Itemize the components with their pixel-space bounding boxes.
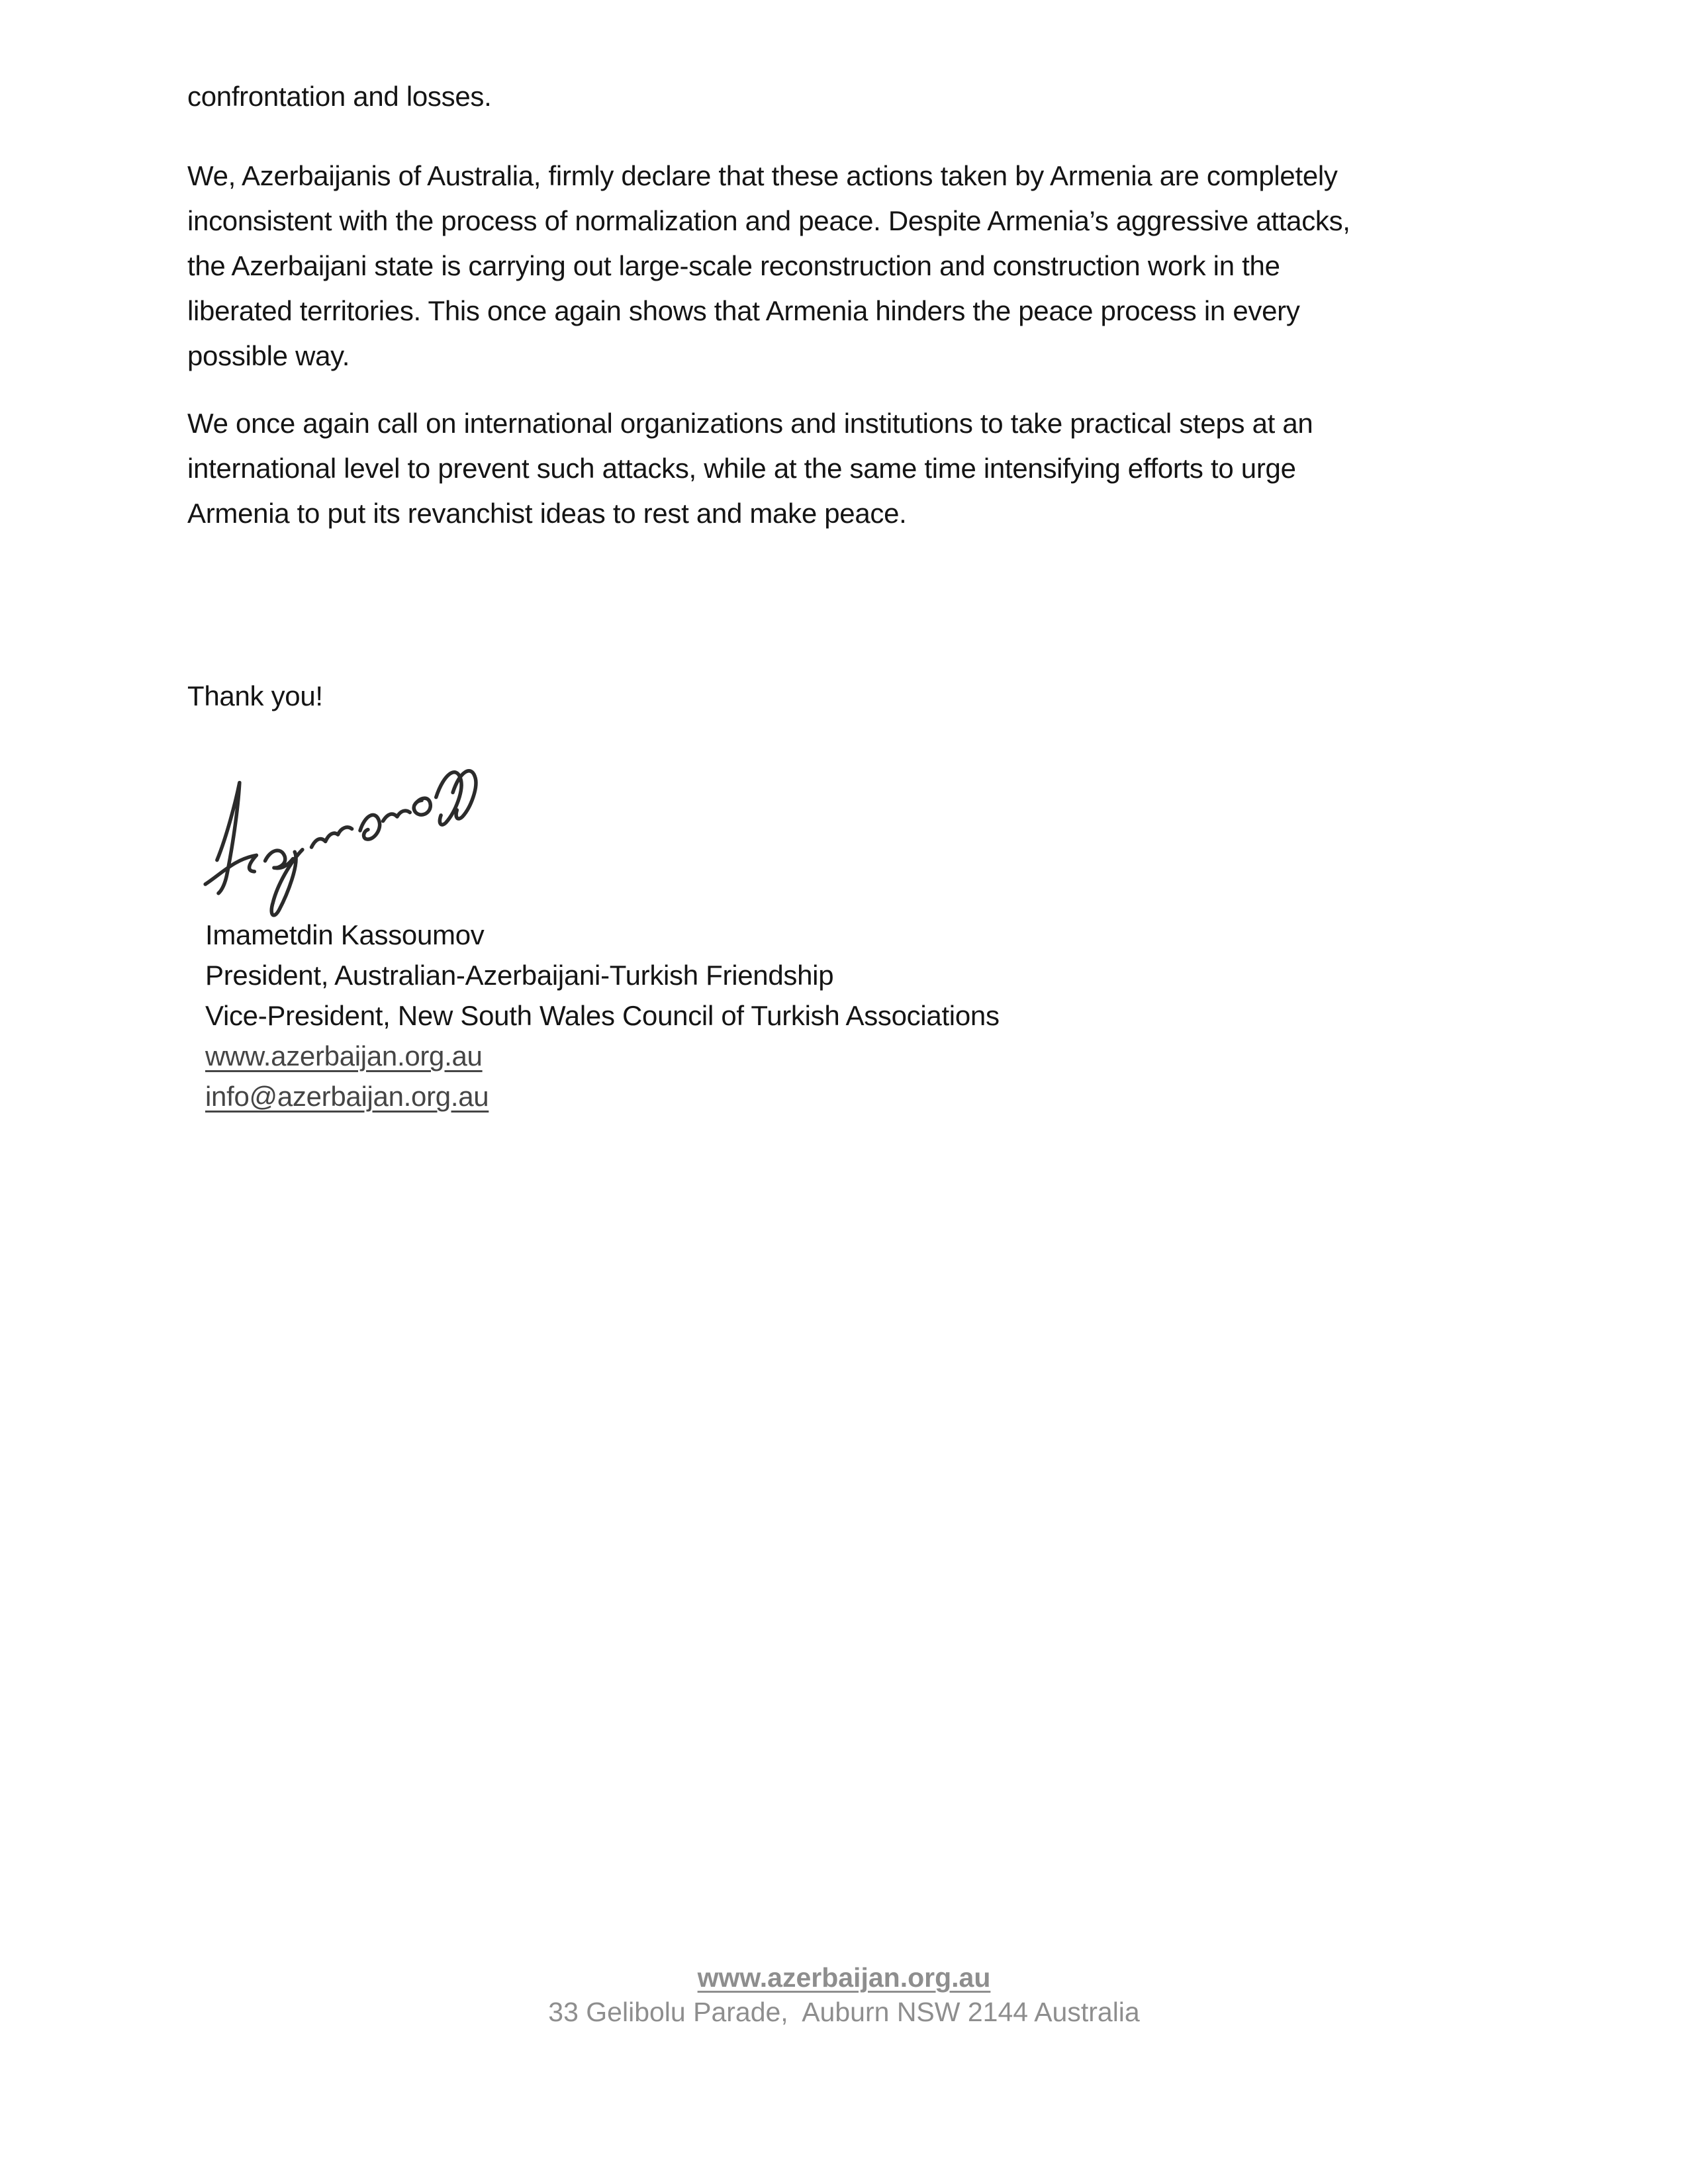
- paragraph-line: international level to prevent such attacks, while at the same time intensifying efforts to urge: [187, 453, 1296, 484]
- paragraph-line: Armenia to put its revanchist ideas to rest and make peace.: [187, 498, 907, 529]
- signatory-name: Imametdin Kassoumov: [205, 919, 485, 950]
- website-link[interactable]: www.azerbaijan.org.au: [205, 1040, 483, 1071]
- paragraph-declaration: [187, 154, 1350, 379]
- footer: [0, 1960, 1688, 2029]
- paragraph-line: the Azerbaijani state is carrying out large-scale reconstruction and construction work in the: [187, 250, 1280, 281]
- signatory-block: [205, 915, 1000, 1116]
- paragraph-fragment: confrontation and losses.: [187, 81, 492, 112]
- thank-you-text: Thank you!: [187, 680, 323, 711]
- signatory-title-vice-president: Vice-President, New South Wales Council of Turkish Associations: [205, 1000, 1000, 1031]
- signature-image: [191, 747, 495, 895]
- footer-address: 33 Gelibolu Parade, Auburn NSW 2144 Australia: [548, 1997, 1140, 2027]
- email-link[interactable]: info@azerbaijan.org.au: [205, 1081, 489, 1112]
- paragraph-line: liberated territories. This once again shows that Armenia hinders the peace process in every: [187, 295, 1300, 326]
- footer-website-link[interactable]: www.azerbaijan.org.au: [697, 1962, 991, 1993]
- paragraph-line: We, Azerbaijanis of Australia, firmly declare that these actions taken by Armenia are completely: [187, 160, 1338, 191]
- paragraph-line: possible way.: [187, 340, 350, 371]
- paragraph-call-to-action: [187, 401, 1313, 536]
- paragraph-line: We once again call on international organizations and institutions to take practical steps at an: [187, 408, 1313, 439]
- signatory-title-president: President, Australian-Azerbaijani-Turkish Friendship: [205, 960, 834, 991]
- paragraph-line: inconsistent with the process of normalization and peace. Despite Armenia’s aggressive attacks,: [187, 205, 1350, 236]
